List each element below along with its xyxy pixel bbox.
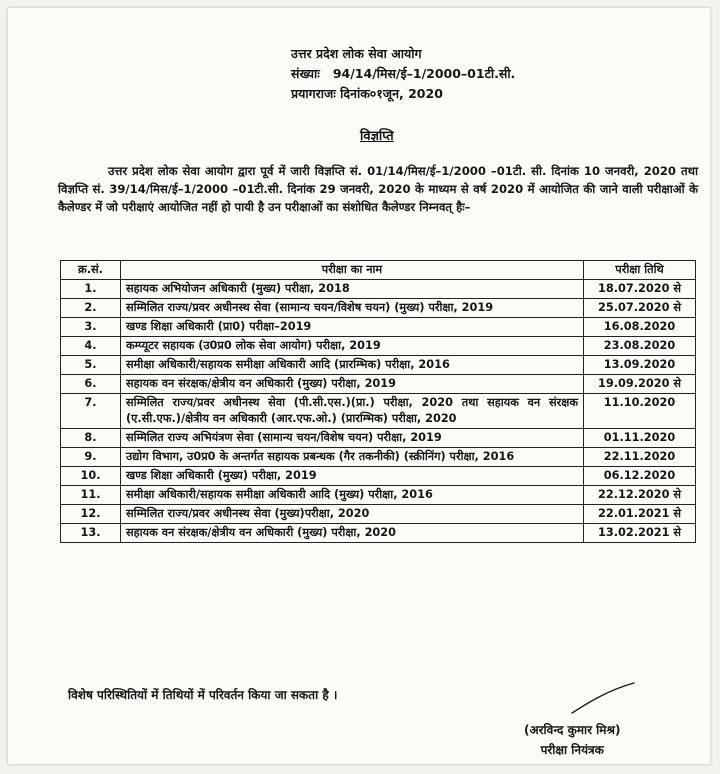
- exam-name-cell: खण्ड शिक्षा अधिकारी (मुख्य) परीक्षा, 2019: [121, 467, 584, 486]
- col-header-serial: क्र.सं.: [61, 261, 121, 280]
- table-row: [61, 429, 696, 448]
- document-page: [8, 8, 710, 764]
- serial-cell: 5.: [61, 356, 121, 375]
- table-row: [61, 318, 696, 337]
- exam-calendar-table: [60, 260, 696, 543]
- serial-cell: 8.: [61, 429, 121, 448]
- table-row: [61, 524, 696, 543]
- exam-name-cell: समीक्षा अधिकारी/सहायक समीक्षा अधिकारी आदि (मुख्य) परीक्षा, 2016: [121, 486, 584, 505]
- exam-date-cell: 11.10.2020: [584, 394, 696, 429]
- table-row: [61, 448, 696, 467]
- signatory-name: (अरविन्द कुमार मिश्र): [524, 723, 621, 737]
- exam-date-cell: 22.12.2020 से: [584, 486, 696, 505]
- exam-date-cell: 13.02.2021 से: [584, 524, 696, 543]
- exam-date-cell: 23.08.2020: [584, 337, 696, 356]
- table-header-row: [61, 261, 696, 280]
- exam-name-cell: खण्ड शिक्षा अधिकारी (प्रा0) परीक्षा–2019: [121, 318, 584, 337]
- exam-date-cell: 19.09.2020 से: [584, 375, 696, 394]
- exam-name-cell: उद्योग विभाग, उ0प्र0 के अन्तर्गत सहायक प्रबन्धक (गैर तकनीकी) (स्क्रीनिंग) परीक्षा, 2016: [121, 448, 584, 467]
- table-body: [61, 280, 696, 543]
- table-row: [61, 356, 696, 375]
- footnote: विशेष परिस्थितियों में तिथियों में परिवर्तन किया जा सकता है ।: [68, 688, 338, 702]
- exam-date-cell: 06.12.2020: [584, 467, 696, 486]
- serial-cell: 2.: [61, 299, 121, 318]
- table-row: [61, 280, 696, 299]
- signature-block: [524, 720, 620, 760]
- exam-name-cell: कम्प्यूटर सहायक (उ0प्र0 लोक सेवा आयोग) परीक्षा, 2019: [121, 337, 584, 356]
- table-row: [61, 337, 696, 356]
- exam-name-cell: सम्मिलित राज्य अभियंत्रण सेवा (सामान्य चयन/विशेष चयन) परीक्षा, 2019: [121, 429, 584, 448]
- exam-date-cell: 22.11.2020: [584, 448, 696, 467]
- notice-title: विज्ञप्ति: [360, 129, 394, 144]
- exam-name-cell: समीक्षा अधिकारी/सहायक समीक्षा अधिकारी आदि (प्रारम्भिक) परीक्षा, 2016: [121, 356, 584, 375]
- exam-date-cell: 18.07.2020 से: [584, 280, 696, 299]
- serial-cell: 11.: [61, 486, 121, 505]
- col-header-exam-name: परीक्षा का नाम: [121, 261, 584, 280]
- col-header-exam-date: परीक्षा तिथि: [584, 261, 696, 280]
- serial-cell: 3.: [61, 318, 121, 337]
- signature-stroke: [568, 680, 638, 716]
- exam-name-cell: सहायक अभियोजन अधिकारी (मुख्य) परीक्षा, 2018: [121, 280, 584, 299]
- exam-name-cell: सहायक वन संरक्षक/क्षेत्रीय वन अधिकारी (मुख्य) परीक्षा, 2020: [121, 524, 584, 543]
- serial-cell: 6.: [61, 375, 121, 394]
- reference-label: संख्याः: [291, 66, 320, 81]
- reference-line: [291, 64, 515, 84]
- exam-date-cell: 13.09.2020: [584, 356, 696, 375]
- letterhead: [291, 44, 515, 104]
- exam-name-cell: सम्मिलित राज्य/प्रवर अधीनस्थ सेवा (सामान्य चयन/विशेष चयन) (मुख्य) परीक्षा, 2019: [121, 299, 584, 318]
- table-row: [61, 486, 696, 505]
- serial-cell: 9.: [61, 448, 121, 467]
- serial-cell: 12.: [61, 505, 121, 524]
- table-row: [61, 299, 696, 318]
- serial-cell: 4.: [61, 337, 121, 356]
- org-name: उत्तर प्रदेश लोक सेवा आयोग: [291, 46, 422, 61]
- serial-cell: 10.: [61, 467, 121, 486]
- exam-name-cell: सहायक वन संरक्षक/क्षेत्रीय वन अधिकारी (मुख्य) परीक्षा, 2019: [121, 375, 584, 394]
- exam-date-cell: 25.07.2020 से: [584, 299, 696, 318]
- intro-paragraph: उत्तर प्रदेश लोक सेवा आयोग द्वारा पूर्व में जारी विज्ञप्ति सं. 01/14/मिस/ई–1/2000 –01टी. सी. दिनांक 10 जनवरी, 2020 तथा विज्ञप्ति सं. 39/14/मिस/ई–1/2000 –01टी.सी. दिनांक 29 जनवरी, 2020 के माध्यम से वर्ष 2020 में आयोजित की जाने वाली परीक्षाओं के कैलेण्डर में जो परीक्षाएं आयोजित नहीं हो पायी है उन परीक्षाओं का संशोधित कैलेण्डर निम्नवत् हैः–: [58, 164, 698, 214]
- place-date: प्रयागराजः दिनांक०१जून, 2020: [291, 86, 443, 101]
- exam-date-cell: 22.01.2021 से: [584, 505, 696, 524]
- serial-cell: 1.: [61, 280, 121, 299]
- serial-cell: 7.: [61, 394, 121, 429]
- exam-name-cell: सम्मिलित राज्य/प्रवर अधीनस्थ सेवा (पी.सी.एस.)(प्रा.) परीक्षा, 2020 तथा सहायक वन संरक्षक (ए.सी.एफ.)/क्षेत्रीय वन अधिकारी (आर.एफ.ओ.) (प्रारम्भिक) परीक्षा, 2020: [121, 394, 584, 429]
- signatory-designation: परीक्षा नियंत्रक: [540, 743, 604, 757]
- table-row: [61, 505, 696, 524]
- exam-date-cell: 01.11.2020: [584, 429, 696, 448]
- table-row: [61, 467, 696, 486]
- exam-date-cell: 16.08.2020: [584, 318, 696, 337]
- reference-number: 94/14/मिस/ई–1/2000–01टी.सी.: [332, 66, 516, 81]
- table-row: [61, 375, 696, 394]
- serial-cell: 13.: [61, 524, 121, 543]
- exam-name-cell: सम्मिलित राज्य/प्रवर अधीनस्थ सेवा (मुख्य)परीक्षा, 2020: [121, 505, 584, 524]
- table-row: [61, 394, 696, 429]
